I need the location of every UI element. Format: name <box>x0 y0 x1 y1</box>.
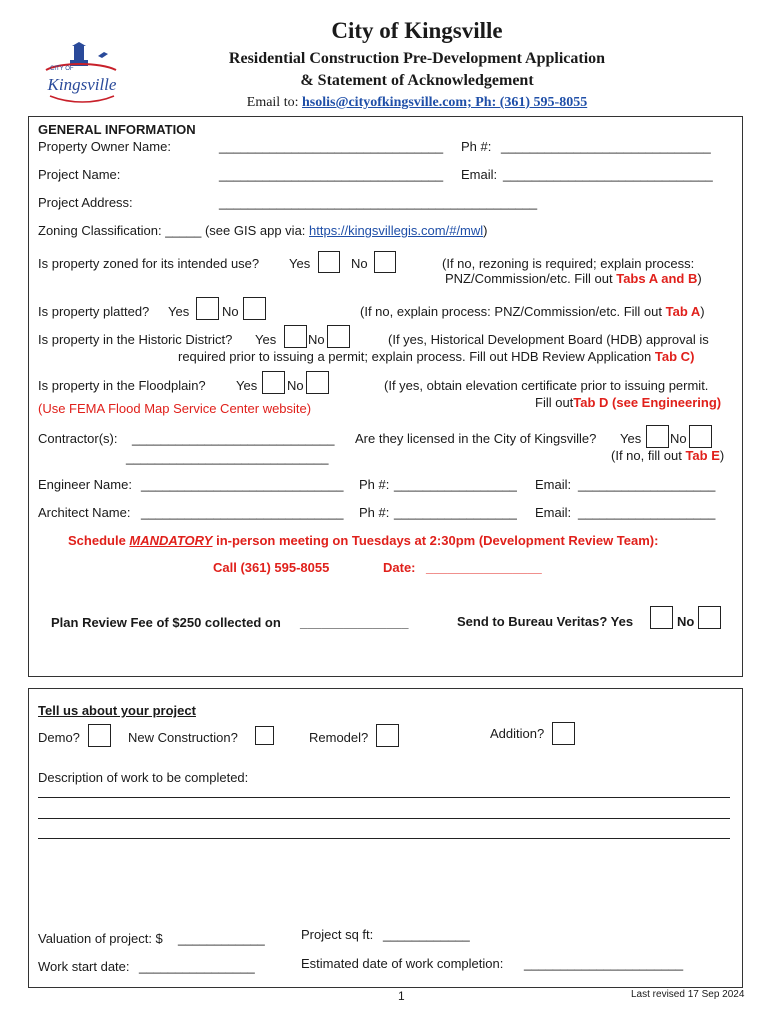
project-address-label: Project Address: <box>38 195 133 210</box>
bureau-yes-checkbox[interactable] <box>650 606 673 629</box>
platted-note-text: (If no, explain process: PNZ/Commission/etc. Fill out <box>360 304 662 319</box>
zoned-yes-label: Yes <box>289 256 311 271</box>
historic-yes-checkbox[interactable] <box>284 325 307 348</box>
revision-date: Last revised 17 Sep 2024 <box>631 989 745 1000</box>
historic-no-checkbox[interactable] <box>327 325 350 348</box>
zoned-question: Is property zoned for its intended use? <box>38 256 260 271</box>
licensed-question: Are they licensed in the City of Kingsville? <box>355 431 597 446</box>
description-label: Description of work to be completed: <box>38 770 249 785</box>
zoned-note-2 <box>445 271 702 286</box>
description-line-3[interactable] <box>38 838 730 839</box>
architect-field[interactable]: ____________________________ <box>141 505 344 520</box>
section-heading: GENERAL INFORMATION <box>38 122 196 137</box>
historic-note-1: (If yes, Historical Development Board (HDB) approval is <box>388 332 709 347</box>
email-link[interactable]: hsolis@cityofkingsville.com; Ph: (361) 595-8055 <box>301 95 588 110</box>
owner-label: Property Owner Name: <box>38 139 171 154</box>
platted-yes-checkbox[interactable] <box>196 297 219 320</box>
owner-phone-field[interactable]: _____________________________ <box>501 139 711 154</box>
licensed-note-text: (If no, fill out <box>611 448 682 463</box>
zoned-yes-checkbox[interactable] <box>318 251 340 273</box>
sqft-label: Project sq ft: <box>301 927 374 942</box>
valuation-label: Valuation of project: $ <box>38 931 163 946</box>
start-date-label: Work start date: <box>38 959 130 974</box>
owner-email-label: Email: <box>461 167 498 182</box>
gis-link[interactable]: https://kingsvillegis.com/#/mwl <box>309 223 484 238</box>
zoning-field[interactable]: _____ <box>165 223 202 238</box>
contact-line <box>0 95 770 111</box>
project-name-label: Project Name: <box>38 167 121 182</box>
project-address-field[interactable]: ____________________________________________ <box>219 195 538 210</box>
bureau-question: Send to Bureau Veritas? Yes <box>457 614 634 629</box>
platted-no-label: No <box>222 304 239 319</box>
call-line: Call (361) 595-8055 <box>213 560 330 575</box>
engineer-phone-label: Ph #: <box>359 477 390 492</box>
schedule-line <box>68 533 658 548</box>
schedule-post: in-person meeting on Tuesdays at 2:30pm (Development Review Team): <box>216 533 659 548</box>
engineer-phone-field[interactable]: _________________ <box>394 477 517 492</box>
owner-field[interactable]: _______________________________ <box>219 139 444 154</box>
owner-phone-label: Ph #: <box>461 139 492 154</box>
licensed-yes-label: Yes <box>620 431 642 446</box>
architect-label: Architect Name: <box>38 505 131 520</box>
contractor-field-2[interactable]: ____________________________ <box>126 450 329 465</box>
fee-label: Plan Review Fee of $250 collected on <box>51 615 281 630</box>
completion-field[interactable]: ______________________ <box>524 956 684 971</box>
description-line-2[interactable] <box>38 818 730 819</box>
date-field[interactable]: ________________ <box>426 560 542 575</box>
form-subtitle-2: & Statement of Acknowledgement <box>300 72 534 89</box>
licensed-no-label: No <box>670 431 687 446</box>
licensed-tab: Tab E <box>685 448 720 463</box>
completion-label: Estimated date of work completion: <box>301 956 504 971</box>
architect-phone-field[interactable]: _________________ <box>394 505 517 520</box>
zoned-no-checkbox[interactable] <box>374 251 396 273</box>
zoned-no-label: No <box>351 256 368 271</box>
historic-yes-label: Yes <box>255 332 277 347</box>
valuation-field[interactable]: ____________ <box>178 931 265 946</box>
historic-tab: Tab C <box>654 349 691 364</box>
description-line-1[interactable] <box>38 797 730 798</box>
contractor-field-1[interactable]: ____________________________ <box>132 431 335 446</box>
addition-checkbox[interactable] <box>552 722 575 745</box>
engineer-field[interactable]: ____________________________ <box>141 477 344 492</box>
schedule-pre: Schedule <box>68 533 126 548</box>
fee-date-field[interactable]: _______________ <box>300 615 409 630</box>
contractor-label: Contractor(s): <box>38 431 118 446</box>
flood-no-checkbox[interactable] <box>306 371 329 394</box>
historic-note-2: required prior to issuing a permit; explain process. Fill out HDB Review Application Tab C) <box>178 349 695 364</box>
historic-question: Is property in the Historic District? <box>38 332 233 347</box>
architect-email-field[interactable]: ___________________ <box>578 505 716 520</box>
architect-email-label: Email: <box>535 505 572 520</box>
new-construction-label: New Construction? <box>128 730 238 745</box>
zoning-line <box>38 223 488 238</box>
historic-note-2-text: required prior to issuing a permit; explain process. Fill out HDB Review Application <box>178 349 652 364</box>
zoning-close: ) <box>483 223 488 238</box>
fema-note: (Use FEMA Flood Map Service Center website) <box>38 401 312 416</box>
flood-question: Is property in the Floodplain? <box>38 378 206 393</box>
new-construction-checkbox[interactable] <box>255 726 274 745</box>
platted-question: Is property platted? <box>38 304 150 319</box>
owner-email-field[interactable]: _____________________________ <box>503 167 713 182</box>
flood-note-2-text: Fill out <box>535 395 574 410</box>
zoning-label: Zoning Classification: <box>38 223 162 238</box>
zoned-close: ) <box>697 271 702 286</box>
flood-tab: Tab D (see Engineering) <box>573 395 722 410</box>
platted-no-checkbox[interactable] <box>243 297 266 320</box>
licensed-yes-checkbox[interactable] <box>646 425 669 448</box>
historic-no-label: No <box>308 332 325 347</box>
zoned-note-2-text: PNZ/Commission/etc. Fill out <box>445 271 613 286</box>
date-label: Date: <box>383 560 416 575</box>
addition-label: Addition? <box>490 726 545 741</box>
svg-text:CITY OF: CITY OF <box>50 66 74 72</box>
licensed-no-checkbox[interactable] <box>689 425 712 448</box>
sqft-field[interactable]: ____________ <box>383 927 470 942</box>
licensed-note: (If no, fill out Tab E) <box>611 448 725 463</box>
page-title: City of Kingsville <box>331 18 503 43</box>
zoned-tabs: Tabs A and B <box>616 271 698 286</box>
flood-no-label: No <box>287 378 304 393</box>
engineer-email-field[interactable]: ___________________ <box>578 477 716 492</box>
zoning-note: (see GIS app via: <box>204 223 306 238</box>
form-subtitle: Residential Construction Pre-Development Application <box>228 50 606 67</box>
engineer-email-label: Email: <box>535 477 572 492</box>
flood-note-1: (If yes, obtain elevation certificate prior to issuing permit. <box>384 378 709 393</box>
engineer-label: Engineer Name: <box>38 477 132 492</box>
bureau-no-label: No <box>677 614 695 629</box>
flood-note-2 <box>535 395 721 410</box>
bureau-no-checkbox[interactable] <box>698 606 721 629</box>
demo-label: Demo? <box>38 730 80 745</box>
architect-phone-label: Ph #: <box>359 505 390 520</box>
page-number: 1 <box>398 989 405 1003</box>
svg-text:Kingsville: Kingsville <box>47 75 117 94</box>
email-prefix: Email to: <box>246 95 302 110</box>
platted-note: (If no, explain process: PNZ/Commission/etc. Fill out Tab A) <box>360 304 705 319</box>
platted-yes-label: Yes <box>168 304 190 319</box>
schedule-mandatory: MANDATORY <box>129 533 213 548</box>
flood-yes-label: Yes <box>236 378 258 393</box>
flood-yes-checkbox[interactable] <box>262 371 285 394</box>
platted-tab: Tab A <box>665 304 701 319</box>
project-name-field[interactable]: _______________________________ <box>219 167 444 182</box>
zoned-note-1: (If no, rezoning is required; explain process: <box>442 256 695 271</box>
remodel-checkbox[interactable] <box>376 724 399 747</box>
remodel-label: Remodel? <box>309 730 369 745</box>
start-date-field[interactable]: ________________ <box>139 959 255 974</box>
project-heading: Tell us about your project <box>38 703 196 718</box>
demo-checkbox[interactable] <box>88 724 111 747</box>
